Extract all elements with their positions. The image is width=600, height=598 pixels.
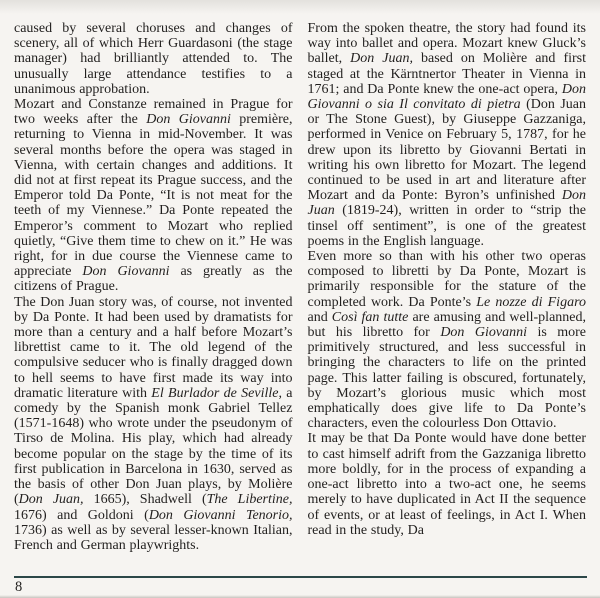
text-run: is more primitively structured, and less successful in bringing the characters to life on the printed page. This latter failing is obscured, fortunately, by Mozart’s glorious music which most emphatically does give life to Da Ponte’s characters, even the colourless Don Ottavio. bbox=[307, 325, 586, 432]
text-run: 1676) and Goldoni ( bbox=[14, 507, 149, 523]
italic-text-run: Don Juan bbox=[307, 188, 586, 219]
text-run: It may be that Da Ponte would have done better to cast himself adrift from the Gazzaniga libretto more boldly, for in the process of expanding a one-act libretto into a two-act one, he seems merely to have duplicated in Act II the sequence of events, or at least of feelings, in Act I. When read in the study, Da bbox=[307, 431, 586, 538]
text-run: and bbox=[307, 309, 332, 325]
text-run: Even more so than with his other two operas composed to libretti by Da Ponte, Mozart is primarily responsible for the stature of the completed work. Da Ponte’s bbox=[307, 249, 586, 310]
text-run: Mozart and Constanze remained in Prague for two weeks after the bbox=[14, 97, 293, 128]
paragraph bbox=[14, 295, 293, 553]
text-run: as greatly as the citizens of Prague. bbox=[14, 264, 293, 295]
text-run: are amusing and well-planned, but his libretto for bbox=[307, 309, 586, 341]
footer-rule bbox=[14, 576, 587, 578]
text-run: 1665), Shadwell ( bbox=[83, 492, 207, 508]
text-run: The Don Juan story was, of course, not invented by Da Ponte. It had been used by dramatists for more than a century and a half before Mozart’s librettist came to it. The old legend of the compulsive seducer who is finally dragged down to hell seems to have first made its way into dramatic literature with bbox=[14, 294, 293, 401]
text-run: caused by several choruses and changes of scenery, all of which Herr Guardasoni (the stage manager) had brilliantly attended to. The unusually large attendance testifies to a unanimous approbation. bbox=[14, 21, 293, 97]
italic-text-run: Don Giovanni bbox=[82, 264, 170, 280]
text-run: based on Molière and first staged at the Kärntnertor Theater in Vienna in 1761; and Da Ponte knew the one-act opera, bbox=[307, 51, 586, 97]
text-columns bbox=[14, 21, 586, 553]
text-run: (Don Juan or The Stone Guest), by Giuseppe Gazzaniga, performed in Venice on February 5, 1787, for he drew upon its libretto by Giovanni Bertati in writing his own libretto for Mozart. The legend continued to be used in art and literature after Mozart and da Ponte: Byron’s unfinished bbox=[307, 97, 586, 204]
italic-text-run: Don Giovanni o sia Il convitato di pietra bbox=[307, 81, 586, 113]
paragraph bbox=[14, 97, 293, 295]
italic-text-run: Don Giovanni bbox=[146, 112, 231, 128]
text-run: 1736) as well as by several lesser-known Italian, French and German playwrights. bbox=[14, 522, 293, 553]
paragraph bbox=[308, 431, 587, 537]
paragraph bbox=[14, 21, 293, 97]
italic-text-run: Don Giovanni bbox=[440, 325, 527, 341]
paragraph bbox=[308, 249, 587, 431]
scan-edge-top bbox=[0, 0, 600, 14]
paragraph bbox=[308, 21, 587, 249]
text-run: , a comedy by the Spanish monk Gabriel Tellez (1571-1648) who wrote under the pseudonym of Tirso de Molina. His play, which had already become popular on the stage by the time of its first publication in Barcelona in 1630, served as the basis of other Don Juan plays, by Molière ( bbox=[14, 385, 293, 508]
text-column-left bbox=[14, 21, 293, 553]
italic-text-run: Don Juan, bbox=[18, 492, 84, 508]
italic-text-run: Don Giovanni Tenorio, bbox=[148, 507, 293, 523]
text-column-right bbox=[308, 21, 587, 553]
italic-text-run: The Libertine, bbox=[206, 492, 293, 508]
italic-text-run: Don Juan, bbox=[350, 51, 413, 67]
italic-text-run: Le nozze di Figaro bbox=[476, 294, 586, 310]
italic-text-run: Così fan tutte bbox=[331, 309, 409, 325]
page-number: 8 bbox=[15, 579, 23, 595]
text-run: première, returning to Vienna in mid-November. It was several months before the opera was staged in Vienna, with certain changes and additions. It did not at first repeat its Prague success, and the Emperor told Da Ponte, “It is not meat for the teeth of my Viennese.” Da Ponte repeated the Emperor’s comment to Mozart who replied quietly, “Give them time to chew on it.” He was right, for in due course the Viennese came to appreciate bbox=[14, 112, 293, 280]
text-run: (1819-24), written in order to “strip the tinsel off sentiment”, is one of the greatest poems in the English language. bbox=[307, 203, 586, 249]
italic-text-run: El Burlador de Seville bbox=[151, 385, 279, 401]
text-run: From the spoken theatre, the story had found its way into ballet and opera. Mozart knew Gluck’s ballet, bbox=[307, 21, 586, 67]
